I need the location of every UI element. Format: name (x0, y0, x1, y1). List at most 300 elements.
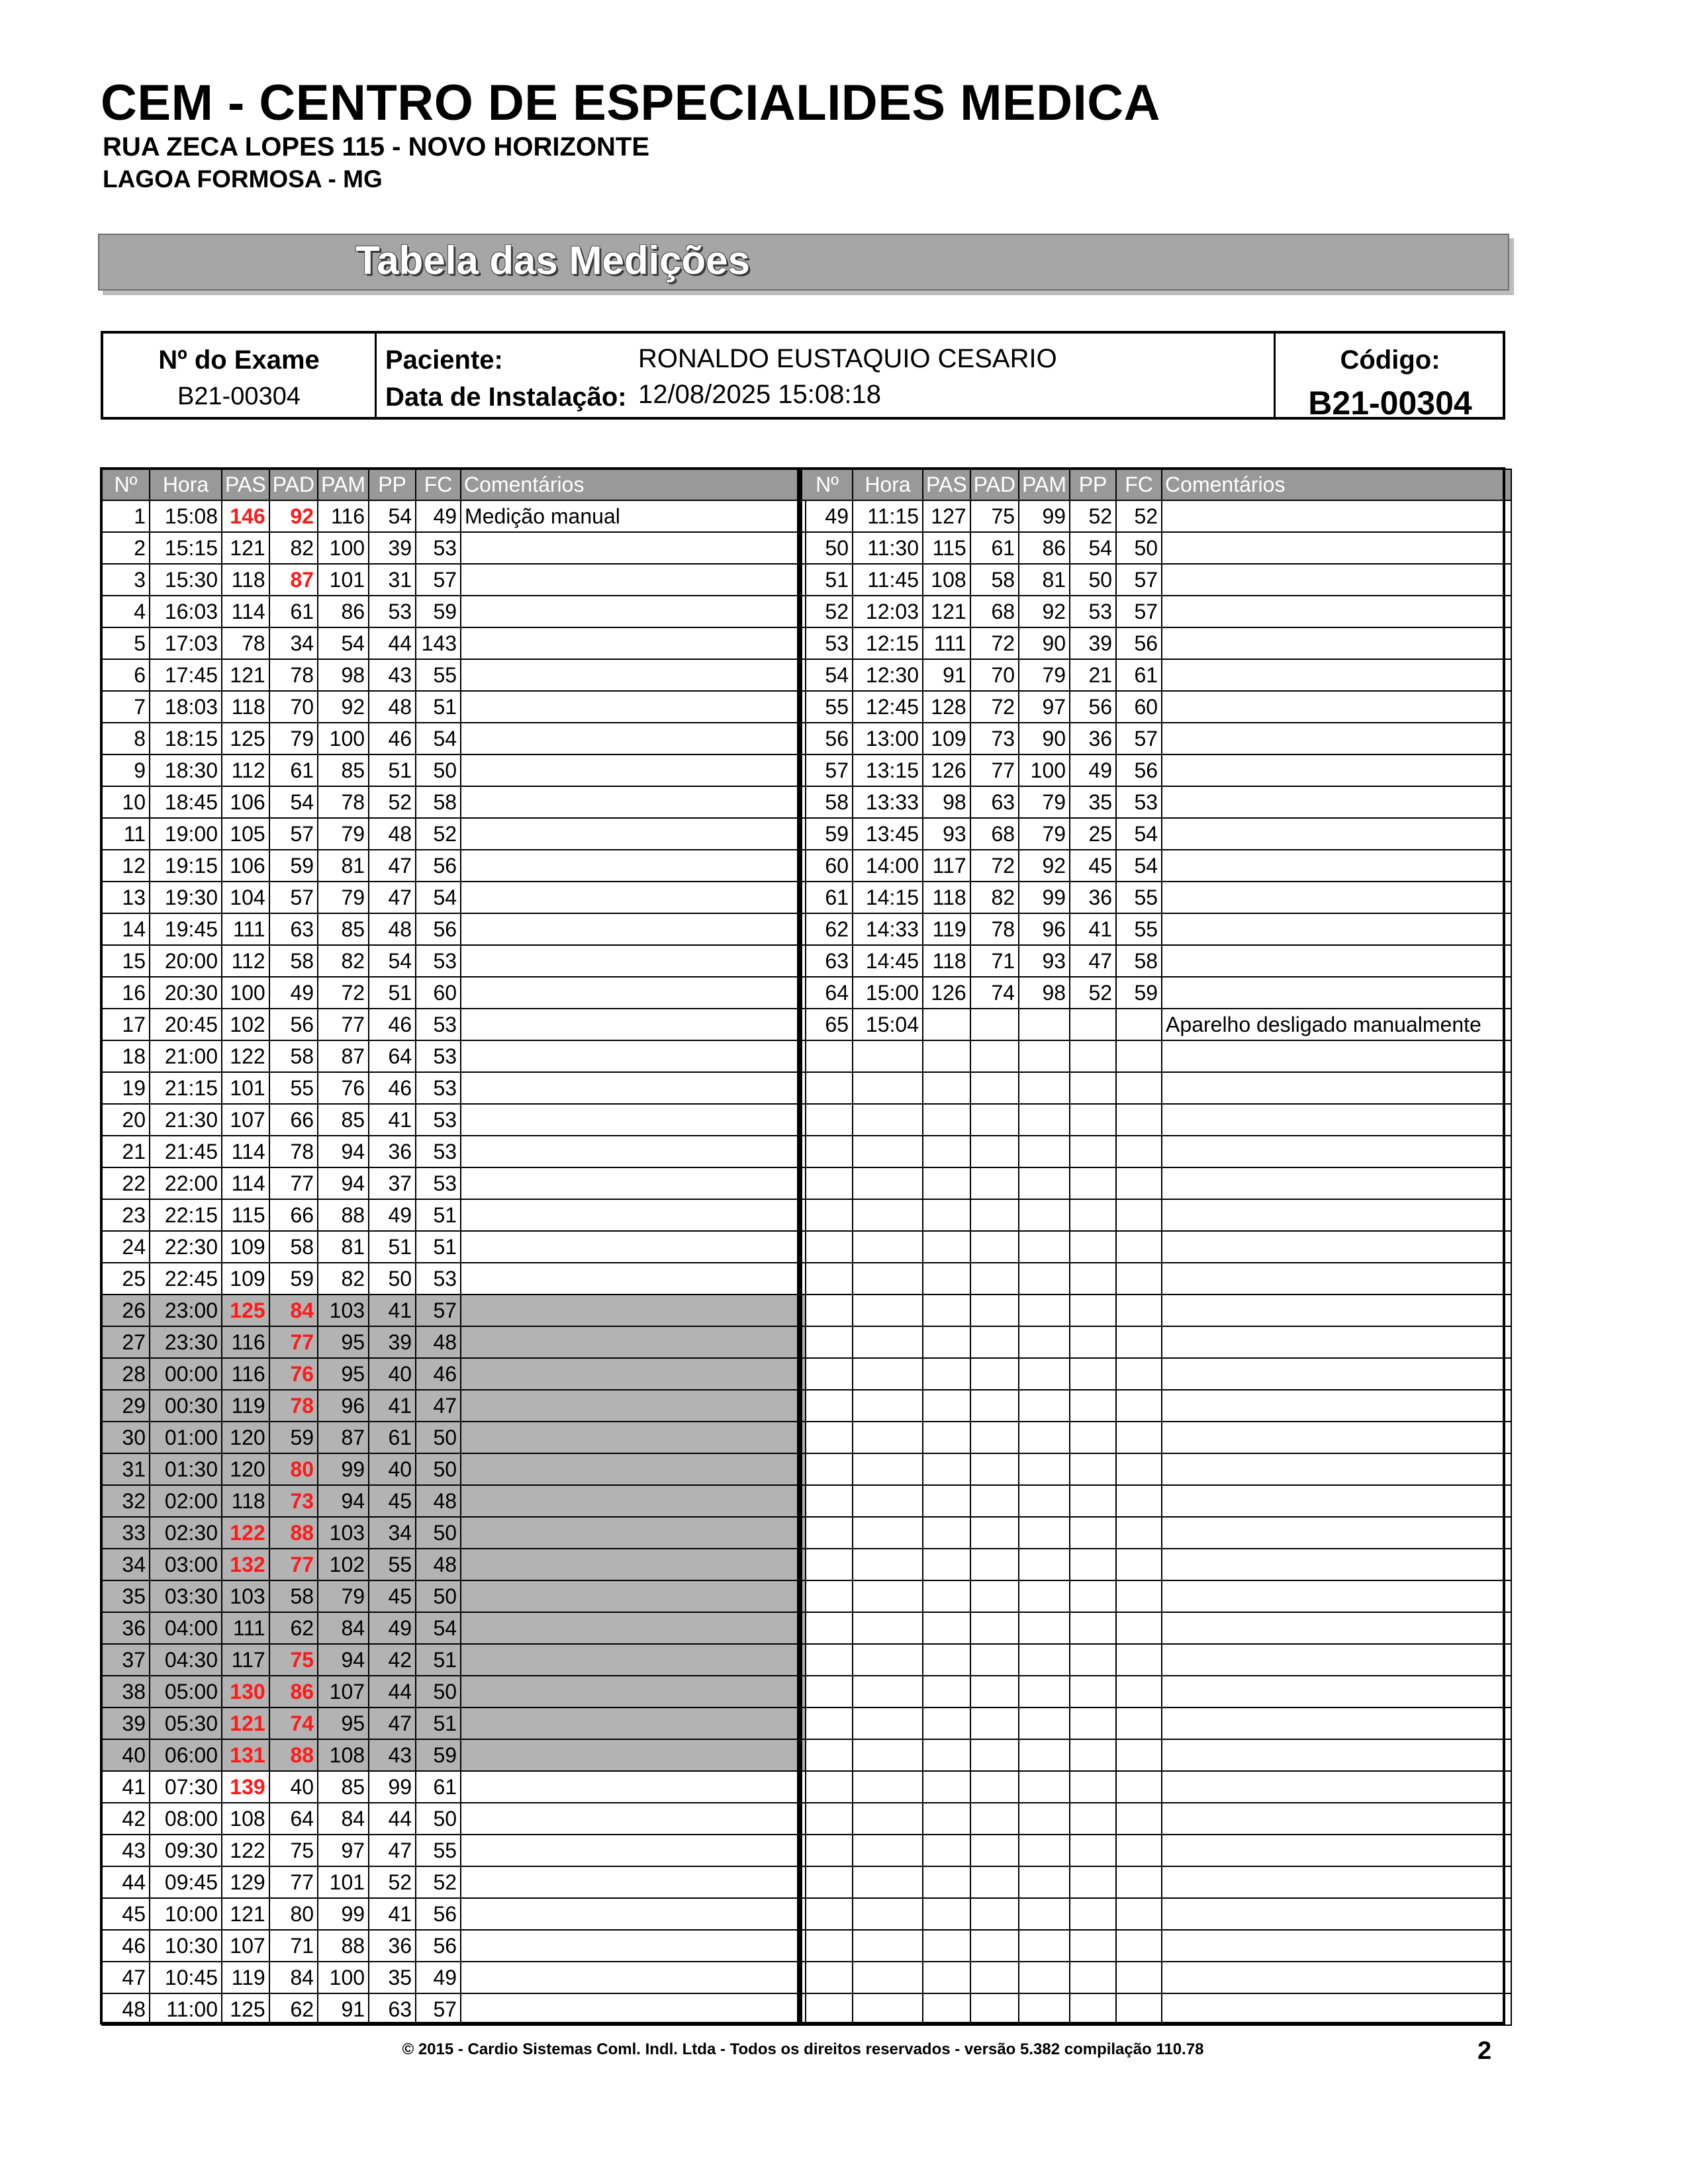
cell-comment (461, 1422, 806, 1453)
cell-number: 65 (802, 1009, 853, 1040)
empty-table-row (802, 1136, 1511, 1167)
cell-number (802, 1358, 853, 1390)
cell-pas: 116 (222, 1326, 269, 1358)
cell-pam: 93 (1019, 945, 1070, 977)
cell-pad: 61 (269, 754, 318, 786)
cell-comment (1162, 1390, 1511, 1422)
divider (1274, 334, 1276, 417)
cell-pad: 57 (269, 882, 318, 913)
cell-number: 7 (102, 691, 150, 723)
cell-hora: 13:00 (853, 723, 923, 754)
cell-comment (461, 1104, 806, 1136)
cell-hora (853, 1866, 923, 1898)
cell-hora (853, 1453, 923, 1485)
cell-pp: 39 (369, 1326, 416, 1358)
cell-pp: 41 (369, 1104, 416, 1136)
table-row (102, 1072, 806, 1104)
cell-hora (853, 1167, 923, 1199)
cell-comment (1162, 1962, 1511, 1993)
cell-pam (1019, 1453, 1070, 1485)
cell-pas: 120 (222, 1453, 269, 1485)
cell-pas: 119 (222, 1962, 269, 1993)
cell-fc: 49 (416, 500, 461, 532)
cell-hora: 05:00 (150, 1676, 222, 1707)
cell-pad: 88 (269, 1739, 318, 1771)
cell-hora: 12:30 (853, 659, 923, 691)
cell-pam (1019, 1930, 1070, 1962)
cell-pp: 35 (369, 1962, 416, 1993)
cell-pad: 77 (269, 1167, 318, 1199)
cell-comment (1162, 1485, 1511, 1517)
cell-pas: 115 (923, 532, 970, 564)
cell-hora: 14:33 (853, 913, 923, 945)
cell-pas: 109 (923, 723, 970, 754)
cell-hora (853, 1898, 923, 1930)
cell-pas (923, 1962, 970, 1993)
cell-pp (1070, 1263, 1116, 1295)
cell-pp: 51 (369, 1231, 416, 1263)
cell-hora (853, 1199, 923, 1231)
cell-comment (461, 1009, 806, 1040)
cell-pam: 92 (1019, 850, 1070, 882)
cell-pam: 79 (318, 818, 369, 850)
cell-pas: 98 (923, 786, 970, 818)
cell-fc: 53 (416, 532, 461, 564)
cell-pam: 90 (1019, 627, 1070, 659)
cell-hora (853, 1295, 923, 1326)
cell-comment (461, 786, 806, 818)
cell-hora (853, 1040, 923, 1072)
cell-fc (1116, 1231, 1162, 1263)
cell-number: 25 (102, 1263, 150, 1295)
cell-pp (1070, 1644, 1116, 1676)
cell-pad: 75 (269, 1644, 318, 1676)
cell-number (802, 1231, 853, 1263)
cell-number: 52 (802, 596, 853, 627)
cell-pp (1070, 1040, 1116, 1072)
cell-comment (1162, 1930, 1511, 1962)
cell-pad (970, 1199, 1019, 1231)
cell-comment (1162, 1104, 1511, 1136)
cell-pam: 87 (318, 1040, 369, 1072)
cell-comment (461, 1358, 806, 1390)
cell-pas (923, 1866, 970, 1898)
cell-pam: 79 (318, 882, 369, 913)
cell-hora: 11:30 (853, 532, 923, 564)
table-row (102, 564, 806, 596)
table-row (102, 945, 806, 977)
cell-pad (970, 1676, 1019, 1707)
cell-hora: 15:08 (150, 500, 222, 532)
table-row (102, 850, 806, 882)
cell-pas: 102 (222, 1009, 269, 1040)
table-row (102, 1517, 806, 1549)
cell-pp: 48 (369, 818, 416, 850)
cell-pam: 54 (318, 627, 369, 659)
table-row (102, 691, 806, 723)
cell-pas: 126 (923, 754, 970, 786)
cell-comment (461, 1326, 806, 1358)
cell-comment (461, 1167, 806, 1199)
cell-pas: 108 (222, 1803, 269, 1835)
cell-comment (461, 1612, 806, 1644)
cell-comment (1162, 1707, 1511, 1739)
cell-pp: 51 (369, 754, 416, 786)
cell-comment (461, 1040, 806, 1072)
cell-pas (923, 1295, 970, 1326)
cell-pas: 116 (222, 1358, 269, 1390)
cell-pam: 99 (1019, 500, 1070, 532)
cell-comment (461, 850, 806, 882)
cell-pas: 131 (222, 1739, 269, 1771)
empty-table-row (802, 1295, 1511, 1326)
cell-comment (1162, 1199, 1511, 1231)
cell-fc: 53 (416, 1009, 461, 1040)
cell-pp: 36 (1070, 882, 1116, 913)
cell-pp: 99 (369, 1771, 416, 1803)
cell-pp: 47 (369, 1707, 416, 1739)
cell-comment (1162, 1136, 1511, 1167)
table-row (102, 723, 806, 754)
cell-fc: 50 (1116, 532, 1162, 564)
measurements-table-left (101, 469, 806, 2026)
cell-hora (853, 1263, 923, 1295)
cell-pam: 91 (318, 1993, 369, 2025)
cell-comment (461, 691, 806, 723)
cell-hora (853, 1962, 923, 1993)
table-row (102, 1422, 806, 1453)
cell-comment (1162, 913, 1511, 945)
cell-pam: 85 (318, 1104, 369, 1136)
cell-number: 47 (102, 1962, 150, 1993)
cell-pam (1019, 1771, 1070, 1803)
empty-table-row (802, 1835, 1511, 1866)
table-row (102, 1676, 806, 1707)
cell-comment (1162, 659, 1511, 691)
cell-fc (1116, 1866, 1162, 1898)
empty-table-row (802, 1326, 1511, 1358)
cell-pam: 79 (1019, 786, 1070, 818)
cell-pp: 43 (369, 1739, 416, 1771)
cell-hora: 04:00 (150, 1612, 222, 1644)
cell-pam (1019, 1549, 1070, 1580)
cell-hora: 23:00 (150, 1295, 222, 1326)
cell-fc: 50 (416, 1676, 461, 1707)
cell-comment (1162, 500, 1511, 532)
cell-number: 3 (102, 564, 150, 596)
cell-fc: 52 (416, 1866, 461, 1898)
divider (375, 334, 377, 417)
table-row (102, 1199, 806, 1231)
table-row (802, 1009, 1511, 1040)
page-number: 2 (1477, 2037, 1492, 2065)
cell-fc: 51 (416, 1707, 461, 1739)
cell-fc: 56 (416, 1898, 461, 1930)
cell-hora: 20:30 (150, 977, 222, 1009)
cell-number: 14 (102, 913, 150, 945)
cell-pas: 128 (923, 691, 970, 723)
cell-pp: 50 (369, 1263, 416, 1295)
cell-pam: 97 (318, 1835, 369, 1866)
cell-number (802, 1930, 853, 1962)
cell-comment (461, 818, 806, 850)
col-header-comments: Comentários (1162, 469, 1511, 500)
cell-pp (1070, 1326, 1116, 1358)
cell-fc: 50 (416, 754, 461, 786)
cell-pas: 125 (222, 1993, 269, 2025)
empty-table-row (802, 1993, 1511, 2025)
cell-pas: 122 (222, 1835, 269, 1866)
cell-pam: 86 (318, 596, 369, 627)
cell-number: 15 (102, 945, 150, 977)
cell-pp: 52 (1070, 977, 1116, 1009)
cell-pas: 122 (222, 1040, 269, 1072)
cell-pam (1019, 1199, 1070, 1231)
cell-pas: 107 (222, 1930, 269, 1962)
cell-number: 23 (102, 1199, 150, 1231)
cell-pam: 116 (318, 500, 369, 532)
cell-fc: 57 (416, 1993, 461, 2025)
clinic-name: CEM - CENTRO DE ESPECIALIDES MEDICA (101, 75, 1160, 131)
cell-fc: 60 (416, 977, 461, 1009)
cell-pam: 99 (1019, 882, 1070, 913)
cell-pam: 95 (318, 1707, 369, 1739)
cell-pam (1019, 1962, 1070, 1993)
cell-hora: 03:30 (150, 1580, 222, 1612)
cell-number (802, 1040, 853, 1072)
cell-pam: 98 (318, 659, 369, 691)
cell-number (802, 1644, 853, 1676)
cell-comment (461, 659, 806, 691)
cell-fc: 50 (416, 1422, 461, 1453)
cell-pp: 42 (369, 1644, 416, 1676)
cell-number (802, 1517, 853, 1549)
exam-number-value: B21-00304 (177, 383, 301, 410)
cell-pp (1070, 1962, 1116, 1993)
cell-pad: 80 (269, 1453, 318, 1485)
cell-pad: 34 (269, 627, 318, 659)
table-row (102, 1453, 806, 1485)
cell-pas (923, 1612, 970, 1644)
cell-pad: 71 (269, 1930, 318, 1962)
cell-fc: 54 (416, 882, 461, 913)
cell-pad: 84 (269, 1295, 318, 1326)
cell-comment (461, 977, 806, 1009)
cell-pas (923, 1263, 970, 1295)
cell-number (802, 1072, 853, 1104)
cell-fc: 48 (416, 1326, 461, 1358)
cell-pas (923, 1803, 970, 1835)
cell-hora: 10:00 (150, 1898, 222, 1930)
cell-pp: 56 (1070, 691, 1116, 723)
cell-fc: 51 (416, 1644, 461, 1676)
cell-fc: 143 (416, 627, 461, 659)
cell-hora (853, 1422, 923, 1453)
col-header-hora: Hora (150, 469, 222, 500)
cell-pp (1070, 1835, 1116, 1866)
cell-pp: 25 (1070, 818, 1116, 850)
clinic-address: RUA ZECA LOPES 115 - NOVO HORIZONTE (103, 132, 650, 161)
cell-hora: 07:30 (150, 1771, 222, 1803)
cell-fc (1116, 1136, 1162, 1167)
cell-hora: 14:45 (853, 945, 923, 977)
cell-hora: 12:45 (853, 691, 923, 723)
cell-number: 44 (102, 1866, 150, 1898)
cell-pam: 99 (318, 1453, 369, 1485)
cell-fc (1116, 1422, 1162, 1453)
cell-hora (853, 1739, 923, 1771)
cell-number: 51 (802, 564, 853, 596)
cell-hora: 20:45 (150, 1009, 222, 1040)
cell-comment (1162, 1644, 1511, 1676)
cell-pp: 44 (369, 1676, 416, 1707)
table-row (102, 913, 806, 945)
cell-pam: 92 (318, 691, 369, 723)
cell-fc (1116, 1993, 1162, 2025)
cell-pam: 94 (318, 1136, 369, 1167)
empty-table-row (802, 1707, 1511, 1739)
cell-pad: 79 (269, 723, 318, 754)
cell-comment (1162, 1231, 1511, 1263)
cell-number (802, 1676, 853, 1707)
table-row (102, 659, 806, 691)
cell-pas: 106 (222, 850, 269, 882)
table-row (802, 596, 1511, 627)
cell-pam: 79 (318, 1580, 369, 1612)
cell-pp: 46 (369, 1009, 416, 1040)
cell-fc: 53 (416, 1136, 461, 1167)
cell-comment (1162, 1803, 1511, 1835)
cell-pad: 68 (970, 596, 1019, 627)
cell-pam: 100 (318, 532, 369, 564)
cell-pam: 94 (318, 1167, 369, 1199)
cell-pad: 80 (269, 1898, 318, 1930)
cell-pam: 90 (1019, 723, 1070, 754)
table-row (102, 1739, 806, 1771)
cell-number (802, 1390, 853, 1422)
cell-pp (1070, 1009, 1116, 1040)
cell-hora: 17:45 (150, 659, 222, 691)
cell-pad: 87 (269, 564, 318, 596)
cell-pp (1070, 1580, 1116, 1612)
cell-pas: 100 (222, 977, 269, 1009)
cell-number: 22 (102, 1167, 150, 1199)
cell-fc (1116, 1612, 1162, 1644)
cell-pp (1070, 1422, 1116, 1453)
cell-pas: 93 (923, 818, 970, 850)
cell-pad: 88 (269, 1517, 318, 1549)
cell-pad (970, 1009, 1019, 1040)
cell-fc: 59 (1116, 977, 1162, 1009)
cell-pam: 86 (1019, 532, 1070, 564)
cell-pad (970, 1295, 1019, 1326)
cell-pp: 46 (369, 1072, 416, 1104)
cell-fc (1116, 1930, 1162, 1962)
cell-pam: 100 (1019, 754, 1070, 786)
cell-number: 21 (102, 1136, 150, 1167)
cell-comment: Medição manual (461, 500, 806, 532)
cell-pam: 88 (318, 1199, 369, 1231)
cell-pas: 114 (222, 1136, 269, 1167)
cell-hora (853, 1136, 923, 1167)
cell-number (802, 1835, 853, 1866)
cell-pas: 121 (222, 659, 269, 691)
cell-fc: 53 (416, 1263, 461, 1295)
footer-copyright: © 2015 - Cardio Sistemas Coml. Indl. Ltda - Todos os direitos reservados - versão 5.382 compilação 110.78 (402, 2040, 1204, 2058)
cell-pp: 40 (369, 1453, 416, 1485)
cell-fc (1116, 1199, 1162, 1231)
cell-number: 34 (102, 1549, 150, 1580)
cell-number (802, 1453, 853, 1485)
cell-pas: 111 (222, 913, 269, 945)
cell-number: 64 (802, 977, 853, 1009)
cell-pam (1019, 1517, 1070, 1549)
cell-number (802, 1263, 853, 1295)
cell-fc: 50 (416, 1580, 461, 1612)
cell-pad: 64 (269, 1803, 318, 1835)
cell-hora: 01:30 (150, 1453, 222, 1485)
cell-pad (970, 1739, 1019, 1771)
cell-pp: 54 (369, 500, 416, 532)
cell-pam (1019, 1707, 1070, 1739)
cell-hora: 18:45 (150, 786, 222, 818)
cell-number (802, 1898, 853, 1930)
cell-number: 55 (802, 691, 853, 723)
cell-pad: 78 (269, 1136, 318, 1167)
cell-pp: 49 (1070, 754, 1116, 786)
cell-pam (1019, 1358, 1070, 1390)
cell-hora (853, 1231, 923, 1263)
cell-comment (461, 1549, 806, 1580)
cell-pp: 53 (369, 596, 416, 627)
cell-pp (1070, 1930, 1116, 1962)
cell-fc: 57 (1116, 564, 1162, 596)
cell-pas: 139 (222, 1771, 269, 1803)
table-row (802, 500, 1511, 532)
cell-pp (1070, 1771, 1116, 1803)
cell-pad: 63 (269, 913, 318, 945)
cell-fc: 60 (1116, 691, 1162, 723)
exam-info-box (101, 331, 1505, 420)
empty-table-row (802, 1549, 1511, 1580)
cell-comment (461, 1136, 806, 1167)
col-header-pas: PAS (923, 469, 970, 500)
cell-comment (1162, 882, 1511, 913)
cell-fc: 56 (1116, 627, 1162, 659)
cell-hora: 13:15 (853, 754, 923, 786)
cell-comment (1162, 564, 1511, 596)
cell-number: 53 (802, 627, 853, 659)
cell-pas (923, 1898, 970, 1930)
cell-pad: 57 (269, 818, 318, 850)
table-row (802, 882, 1511, 913)
col-header-pp: PP (1070, 469, 1116, 500)
table-row (102, 1326, 806, 1358)
cell-fc: 57 (1116, 723, 1162, 754)
col-header-hora: Hora (853, 469, 923, 500)
cell-fc: 57 (416, 1295, 461, 1326)
cell-pas: 112 (222, 945, 269, 977)
cell-number: 24 (102, 1231, 150, 1263)
cell-pp: 45 (369, 1580, 416, 1612)
cell-hora: 02:30 (150, 1517, 222, 1549)
cell-fc: 56 (1116, 754, 1162, 786)
cell-comment (1162, 1739, 1511, 1771)
cell-fc: 61 (1116, 659, 1162, 691)
cell-pam (1019, 1993, 1070, 2025)
cell-pad: 40 (269, 1771, 318, 1803)
table-row (102, 1390, 806, 1422)
